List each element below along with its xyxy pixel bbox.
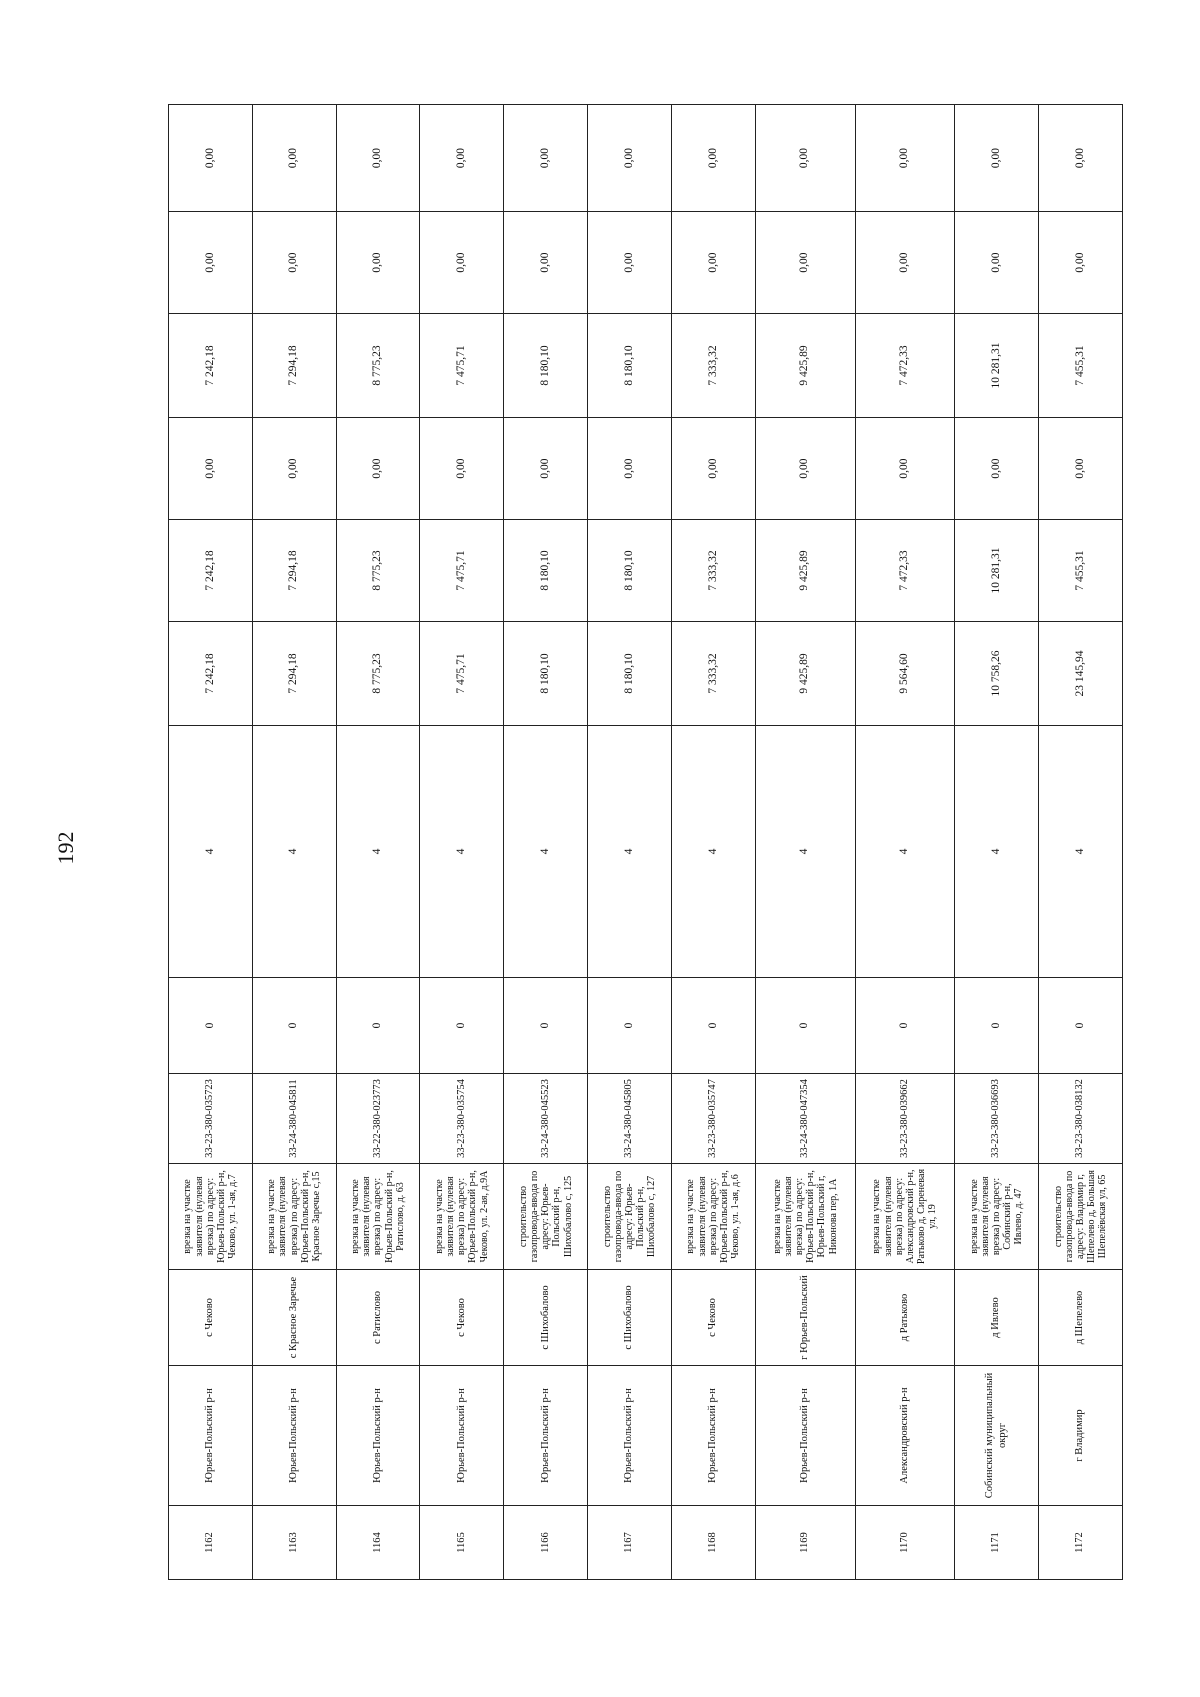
code-cell: 33-23-380-036693 — [955, 1074, 1039, 1164]
table-row — [755, 105, 855, 1580]
amount-cell: 0,00 — [1039, 212, 1123, 314]
code-cell: 33-23-380-038132 — [1039, 1074, 1123, 1164]
row-number-cell: 1167 — [588, 1506, 672, 1580]
amount-cell: 7 294,18 — [252, 314, 336, 418]
amount-cell: 0,00 — [504, 418, 588, 520]
column-value-cell: 4 — [169, 726, 253, 978]
district-cell: г Владимир — [1039, 1366, 1123, 1506]
district-cell: Александровский р-н — [855, 1366, 955, 1506]
row-number-cell: 1171 — [955, 1506, 1039, 1580]
amount-cell: 0,00 — [420, 212, 504, 314]
column-value-cell: 0 — [755, 978, 855, 1074]
amount-cell: 7 294,18 — [252, 622, 336, 726]
column-value-cell: 4 — [1039, 726, 1123, 978]
column-value-cell: 4 — [955, 726, 1039, 978]
amount-cell: 0,00 — [336, 212, 420, 314]
district-cell: Юрьев-Польский р-н — [671, 1366, 755, 1506]
amount-cell: 0,00 — [755, 105, 855, 212]
amount-cell: 0,00 — [1039, 105, 1123, 212]
locality-cell: с Шихобалово — [504, 1270, 588, 1366]
amount-cell: 10 758,26 — [955, 622, 1039, 726]
district-cell: Юрьев-Польский р-н — [252, 1366, 336, 1506]
description-cell: врезка на участке заявителя (нулевая врезка) по адресу: Юрьев-Польский р-н, Юрьев-Польский г, Никонова пер, 1А — [755, 1164, 855, 1270]
district-cell: Юрьев-Польский р-н — [420, 1366, 504, 1506]
district-cell: Юрьев-Польский р-н — [588, 1366, 672, 1506]
amount-cell: 7 455,31 — [1039, 314, 1123, 418]
amount-cell: 9 425,89 — [755, 622, 855, 726]
row-number-cell: 1166 — [504, 1506, 588, 1580]
amount-cell: 7 333,32 — [671, 622, 755, 726]
amount-cell: 8 180,10 — [504, 622, 588, 726]
table-row — [1039, 105, 1123, 1580]
table-row — [671, 105, 755, 1580]
description-cell: врезка на участке заявителя (нулевая врезка) по адресу: Юрьев-Польский р-н, Чеково, ул. 1-ая, д.7 — [169, 1164, 253, 1270]
amount-cell: 0,00 — [588, 212, 672, 314]
table-row — [336, 105, 420, 1580]
column-value-cell: 0 — [1039, 978, 1123, 1074]
table-row — [169, 105, 253, 1580]
amount-cell: 0,00 — [504, 105, 588, 212]
row-number-cell: 1164 — [336, 1506, 420, 1580]
row-number-cell: 1170 — [855, 1506, 955, 1580]
amount-cell: 0,00 — [336, 418, 420, 520]
amount-cell: 7 472,33 — [855, 314, 955, 418]
amount-cell: 0,00 — [588, 105, 672, 212]
column-value-cell: 0 — [420, 978, 504, 1074]
table-row — [855, 105, 955, 1580]
amount-cell: 0,00 — [336, 105, 420, 212]
district-cell: Юрьев-Польский р-н — [504, 1366, 588, 1506]
amount-cell: 8 180,10 — [588, 314, 672, 418]
locality-cell: д Ратьково — [855, 1270, 955, 1366]
amount-cell: 0,00 — [855, 418, 955, 520]
amount-cell: 8 775,23 — [336, 622, 420, 726]
amount-cell: 0,00 — [755, 212, 855, 314]
description-cell: врезка на участке заявителя (нулевая врезка) по адресу: Александровский р-н, Ратьково д, Сиреневая ул, 19 — [855, 1164, 955, 1270]
description-cell: строительство газопровода-ввода по адресу: Владимир г, Шепелево д, Большая Шепелёвская ул, 65 — [1039, 1164, 1123, 1270]
amount-cell: 8 180,10 — [588, 520, 672, 622]
amount-cell: 10 281,31 — [955, 314, 1039, 418]
table-row — [588, 105, 672, 1580]
data-table — [168, 104, 1123, 1580]
column-value-cell: 4 — [588, 726, 672, 978]
code-cell: 33-23-380-035747 — [671, 1074, 755, 1164]
table-body — [169, 105, 1123, 1580]
description-cell: врезка на участке заявителя (нулевая врезка) по адресу: Юрьев-Польский р-н, Ратислово, д. 63 — [336, 1164, 420, 1270]
amount-cell: 7 294,18 — [252, 520, 336, 622]
amount-cell: 0,00 — [671, 105, 755, 212]
row-number-cell: 1165 — [420, 1506, 504, 1580]
amount-cell: 0,00 — [955, 418, 1039, 520]
locality-cell: с Красное Заречье — [252, 1270, 336, 1366]
amount-cell: 8 180,10 — [588, 622, 672, 726]
amount-cell: 9 425,89 — [755, 314, 855, 418]
column-value-cell: 4 — [252, 726, 336, 978]
column-value-cell: 0 — [252, 978, 336, 1074]
locality-cell: с Ратислово — [336, 1270, 420, 1366]
amount-cell: 9 425,89 — [755, 520, 855, 622]
column-value-cell: 0 — [671, 978, 755, 1074]
amount-cell: 7 472,33 — [855, 520, 955, 622]
data-table-container — [168, 105, 1123, 1580]
amount-cell: 0,00 — [169, 418, 253, 520]
description-cell: врезка на участке заявителя (нулевая врезка) по адресу: Юрьев-Польский р-н, Красное Заречье с,15 — [252, 1164, 336, 1270]
column-value-cell: 0 — [336, 978, 420, 1074]
amount-cell: 0,00 — [755, 418, 855, 520]
amount-cell: 9 564,60 — [855, 622, 955, 726]
amount-cell: 0,00 — [955, 105, 1039, 212]
amount-cell: 7 475,71 — [420, 520, 504, 622]
row-number-cell: 1172 — [1039, 1506, 1123, 1580]
amount-cell: 10 281,31 — [955, 520, 1039, 622]
amount-cell: 0,00 — [671, 418, 755, 520]
amount-cell: 23 145,94 — [1039, 622, 1123, 726]
amount-cell: 0,00 — [955, 212, 1039, 314]
locality-cell: д Ивлево — [955, 1270, 1039, 1366]
column-value-cell: 4 — [671, 726, 755, 978]
district-cell: Юрьев-Польский р-н — [755, 1366, 855, 1506]
locality-cell: д Шепелево — [1039, 1270, 1123, 1366]
row-number-cell: 1162 — [169, 1506, 253, 1580]
column-value-cell: 0 — [169, 978, 253, 1074]
amount-cell: 0,00 — [169, 212, 253, 314]
locality-cell: с Чеково — [420, 1270, 504, 1366]
description-cell: врезка на участке заявителя (нулевая врезка) по адресу: Юрьев-Польский р-н, Чеково, ул. 2-ая, д.9А — [420, 1164, 504, 1270]
amount-cell: 0,00 — [855, 105, 955, 212]
amount-cell: 7 475,71 — [420, 622, 504, 726]
amount-cell: 7 242,18 — [169, 520, 253, 622]
code-cell: 33-24-380-047354 — [755, 1074, 855, 1164]
amount-cell: 0,00 — [420, 418, 504, 520]
amount-cell: 0,00 — [671, 212, 755, 314]
amount-cell: 0,00 — [855, 212, 955, 314]
amount-cell: 8 775,23 — [336, 314, 420, 418]
row-number-cell: 1169 — [755, 1506, 855, 1580]
amount-cell: 0,00 — [169, 105, 253, 212]
amount-cell: 7 455,31 — [1039, 520, 1123, 622]
table-row — [420, 105, 504, 1580]
district-cell: Юрьев-Польский р-н — [169, 1366, 253, 1506]
district-cell: Собинский муниципальный округ — [955, 1366, 1039, 1506]
amount-cell: 0,00 — [588, 418, 672, 520]
description-cell: строительство газопровода-ввода по адресу: Юрьев-Польский р-н, Шихобалово с, 125 — [504, 1164, 588, 1270]
description-cell: врезка на участке заявителя (нулевая врезка) по адресу: Собинский р-н, Ивлево, д. 47 — [955, 1164, 1039, 1270]
column-value-cell: 0 — [504, 978, 588, 1074]
amount-cell: 7 475,71 — [420, 314, 504, 418]
table-row — [955, 105, 1039, 1580]
row-number-cell: 1168 — [671, 1506, 755, 1580]
code-cell: 33-22-380-023773 — [336, 1074, 420, 1164]
code-cell: 33-24-380-045805 — [588, 1074, 672, 1164]
column-value-cell: 4 — [504, 726, 588, 978]
locality-cell: г Юрьев-Польский — [755, 1270, 855, 1366]
locality-cell: с Чеково — [169, 1270, 253, 1366]
amount-cell: 7 333,32 — [671, 314, 755, 418]
column-value-cell: 4 — [420, 726, 504, 978]
amount-cell: 8 180,10 — [504, 520, 588, 622]
description-cell: строительство газопровода-ввода по адресу: Юрьев-Польский р-н, Шихобалово с, 127 — [588, 1164, 672, 1270]
amount-cell: 8 775,23 — [336, 520, 420, 622]
amount-cell: 0,00 — [1039, 418, 1123, 520]
amount-cell: 7 242,18 — [169, 314, 253, 418]
amount-cell: 0,00 — [252, 212, 336, 314]
amount-cell: 7 242,18 — [169, 622, 253, 726]
locality-cell: с Чеково — [671, 1270, 755, 1366]
column-value-cell: 0 — [955, 978, 1039, 1074]
locality-cell: с Шихобалово — [588, 1270, 672, 1366]
amount-cell: 0,00 — [252, 418, 336, 520]
amount-cell: 0,00 — [420, 105, 504, 212]
row-number-cell: 1163 — [252, 1506, 336, 1580]
amount-cell: 0,00 — [252, 105, 336, 212]
description-cell: врезка на участке заявителя (нулевая врезка) по адресу: Юрьев-Польский р-н, Чеково, ул. 1-ая, д.6 — [671, 1164, 755, 1270]
district-cell: Юрьев-Польский р-н — [336, 1366, 420, 1506]
column-value-cell: 4 — [755, 726, 855, 978]
code-cell: 33-24-380-045811 — [252, 1074, 336, 1164]
column-value-cell: 0 — [588, 978, 672, 1074]
code-cell: 33-23-380-039662 — [855, 1074, 955, 1164]
table-row — [504, 105, 588, 1580]
amount-cell: 7 333,32 — [671, 520, 755, 622]
code-cell: 33-23-380-035754 — [420, 1074, 504, 1164]
page-number: 192 — [53, 831, 78, 865]
amount-cell: 0,00 — [504, 212, 588, 314]
column-value-cell: 4 — [855, 726, 955, 978]
column-value-cell: 0 — [855, 978, 955, 1074]
amount-cell: 8 180,10 — [504, 314, 588, 418]
code-cell: 33-24-380-045523 — [504, 1074, 588, 1164]
table-row — [252, 105, 336, 1580]
code-cell: 33-23-380-035723 — [169, 1074, 253, 1164]
column-value-cell: 4 — [336, 726, 420, 978]
